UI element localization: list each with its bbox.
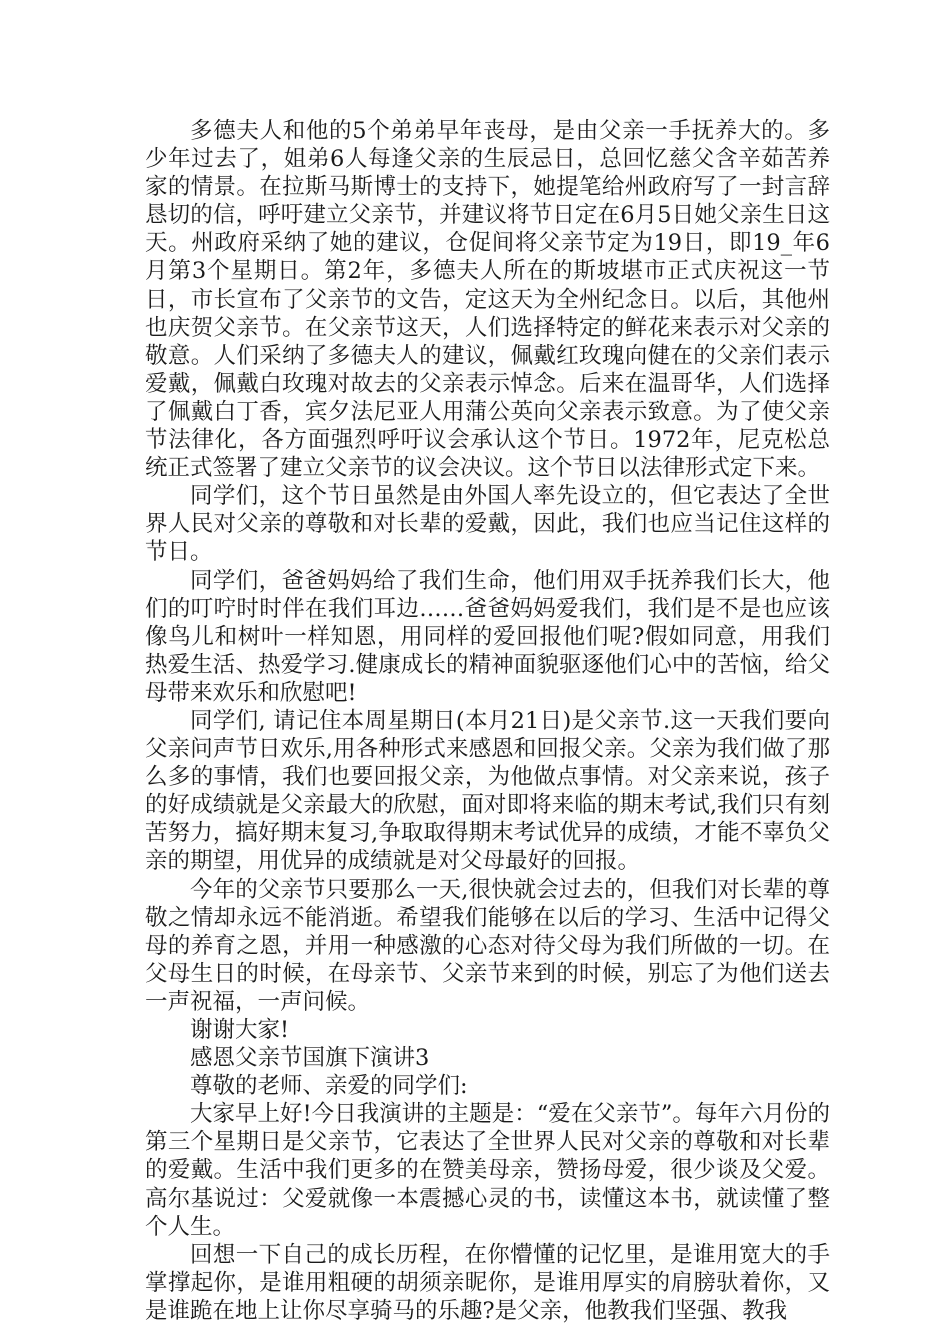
paragraph-fathers-day-origin: 多德夫人和他的5个弟弟早年丧母，是由父亲一手抚养大的。多少年过去了，姐弟6人每逢父亲的生辰忌日，总回忆慈父含辛茹苦养家的情景。在拉斯马斯博士的支持下，她提笔给州政府写了一封言辞恳切的信，呼吁建立父亲节，并建议将节日定在6月5日她父亲生日这天。州政府采纳了她的建议，仓促间将父亲节定为19日，即19_年6月第3个星期日。第2年，多德夫人所在的斯坡堪市正式庆祝这一节日，市长宣布了父亲节的文告，定这天为全州纪念日。以后，其他州也庆贺父亲节。在父亲节这天，人们选择特定的鲜花来表示对父亲的敬意。人们采纳了多德夫人的建议，佩戴红玫瑰向健在的父亲们表示爱戴，佩戴白玫瑰对故去的父亲表示悼念。后来在温哥华，人们选择了佩戴白丁香，宾夕法尼亚人用蒲公英向父亲表示致意。为了使父亲节法律化，各方面强烈呼吁议会承认这个节日。1972年，尼克松总统正式签署了建立父亲节的议会决议。这个节日以法律形式定下来。 — [145, 118, 830, 482]
paragraph-repay-parents: 同学们，爸爸妈妈给了我们生命，他们用双手抚养我们长大，他们的叮咛时时伴在我们耳边……爸爸妈妈爱我们，我们是不是也应该像鸟儿和树叶一样知恩，用同样的爱回报他们呢?假如同意，用我们热爱生活、热爱学习.健康成长的精神面貌驱逐他们心中的苦恼，给父母带来欢乐和欣慰吧! — [145, 567, 830, 706]
paragraph-sunday-fathers-day: 同学们, 请记住本周星期日(本月21日)是父亲节.这一天我们要向父亲问声节日欢乐,用各种形式来感恩和回报父亲。父亲为我们做了那么多的事情，我们也要回报父亲，为他做点事情。对父亲来说，孩子的好成绩就是父亲最大的欣慰，面对即将来临的期末考试,我们只有刻苦努力，搞好期末复习,争取取得期末考试优异的成绩，才能不辜负父亲的期望，用优异的成绩就是对父母最好的回报。 — [145, 707, 830, 875]
document-body — [145, 117, 830, 1325]
paragraph-respect-elders: 今年的父亲节只要那么一天,很快就会过去的，但我们对长辈的尊敬之情却永远不能消逝。希望我们能够在以后的学习、生活中记得父母的养育之恩，并用一种感激的心态对待父母为我们所做的一切。在父母生日的时候，在母亲节、父亲节来到的时候，别忘了为他们送去一声祝福，一声问候。 — [145, 876, 830, 1015]
paragraph-remember-holiday: 同学们，这个节日虽然是由外国人率先设立的，但它表达了全世界人民对父亲的尊敬和对长辈的爱戴，因此，我们也应当记住这样的节日。 — [145, 483, 830, 566]
paragraph-love-fathers-day: 大家早上好!今日我演讲的主题是：“爱在父亲节”。每年六月份的第三个星期日是父亲节，它表达了全世界人民对父亲的尊敬和对长辈的爱戴。生活中我们更多的在赞美母亲，赞扬母爱，很少谈及父爱。高尔基说过：父爱就像一本震撼心灵的书，读懂这本书，就读懂了整个人生。 — [145, 1101, 830, 1240]
paragraph-thanks: 谢谢大家! — [190, 1017, 290, 1043]
speech-title: 感恩父亲节国旗下演讲3 — [190, 1045, 430, 1072]
speech-greeting: 尊敬的老师、亲爱的同学们: — [190, 1073, 468, 1100]
paragraph-recall-growth: 回想一下自己的成长历程，在你懵懂的记忆里，是谁用宽大的手掌撑起你，是谁用粗硬的胡须亲昵你，是谁用厚实的肩膀驮着你，又是谁跪在地上让你尽享骑马的乐趣?是父亲，他教我们坚强、教我 — [145, 1241, 830, 1324]
